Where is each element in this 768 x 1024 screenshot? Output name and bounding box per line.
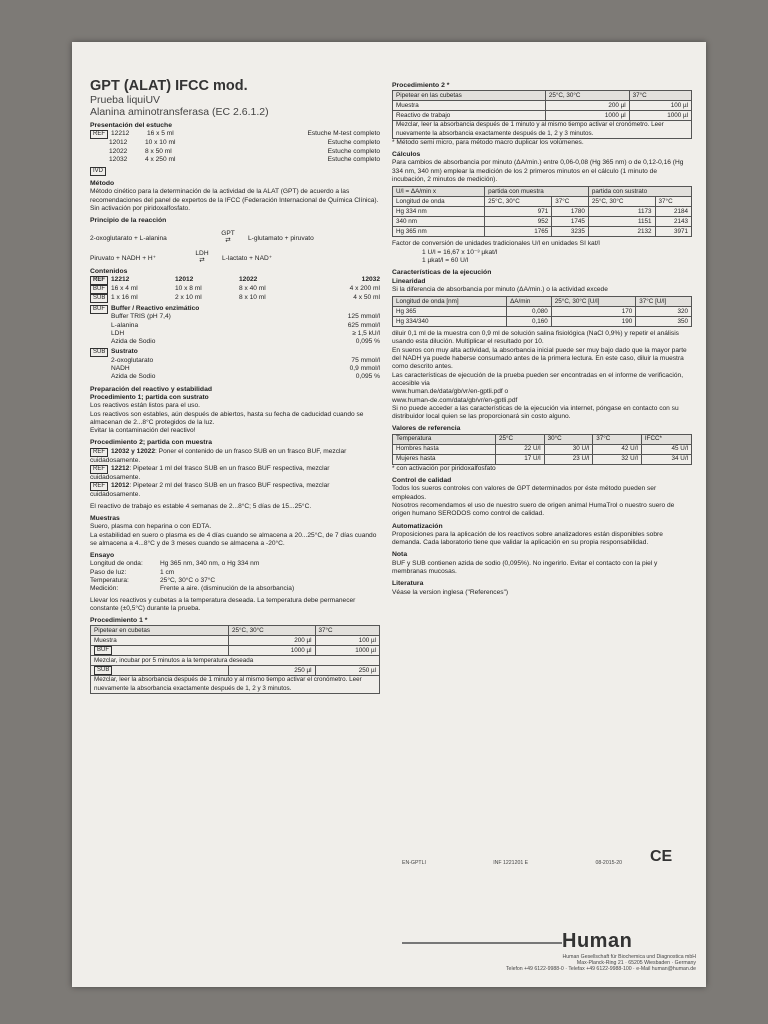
- ejec-p1: diluir 0,1 ml de la muestra con 0,9 ml de solución salina fisiológica (NaCl 0,9%) y repetir el análisis usando esta dilución. Multiplicar el resultado por 10.: [392, 330, 679, 346]
- td: Reactivo de trabajo: [393, 111, 546, 121]
- ingredient-value: 125 mmol/l: [347, 313, 380, 321]
- kit-code: 12012: [109, 139, 128, 147]
- kit-code: 12032: [109, 155, 128, 163]
- col-head: 12022: [239, 275, 258, 283]
- auto-heading: Automatización: [392, 522, 443, 530]
- td: 1000 µl: [545, 111, 629, 121]
- factor-text: Factor de conversión de unidades tradicionales U/l en unidades SI kat/l: [392, 240, 600, 248]
- prep-p3: Evitar la contaminación del reactivo!: [90, 427, 196, 435]
- kit-code: 12022: [109, 147, 128, 155]
- reaction-2-arrow: LDH ⇄: [195, 249, 209, 264]
- cell: 8 x 40 ml: [239, 284, 266, 292]
- td: Hg 365 nm: [393, 227, 485, 237]
- td: 25°C, 30°C: [588, 197, 655, 207]
- factor-1: 1 U/l = 16,67 x 10⁻³ µkat/l: [422, 248, 498, 256]
- ref-box: REF: [90, 465, 108, 474]
- th: ΔA/min: [507, 297, 552, 307]
- td: 250 µl: [229, 666, 316, 676]
- td: 971: [485, 207, 552, 217]
- nota-text: BUF y SUB contienen azida de sodio (0,095%). No ingerirlo. Evitar el contacto con la piel y membranas mucosas.: [392, 559, 658, 575]
- linearidad-heading: Linearidad: [392, 277, 426, 285]
- prep-text: : Poner el contenido de un frasco SUB en un frasco BUF, mezclar cuidadosamente.: [90, 447, 347, 464]
- ensayo-row: [90, 577, 380, 585]
- address-line: Max-Planck-Ring 21 · 65205 Wiesbaden · Germany: [576, 960, 696, 967]
- col-head: 12012: [175, 275, 194, 283]
- contenidos-heading: Contenidos: [90, 267, 128, 275]
- ldh-label: LDH: [195, 249, 209, 257]
- muestras-heading: Muestras: [90, 514, 120, 522]
- reaction-2-right: L-lactato + NAD⁺: [222, 255, 273, 263]
- prep-p4: El reactivo de trabajo es estable 4 semanas de 2...8°C; 5 días de 15...25°C.: [90, 502, 312, 510]
- td: 23 U/l: [544, 454, 593, 464]
- td: 320: [636, 307, 692, 317]
- td: [91, 666, 229, 676]
- ingredient: Buffer TRIS (pH 7,4): [111, 313, 171, 321]
- th: IFCC*: [641, 434, 691, 444]
- kit-row: [90, 148, 380, 156]
- ensayo-val: Hg 365 nm, 340 nm, o Hg 334 nm: [160, 560, 260, 568]
- th: 37°C: [593, 434, 642, 444]
- td: 200 µl: [229, 636, 316, 646]
- proc2-foot: * Método semi micro, para método macro duplicar los volúmenes.: [392, 138, 584, 146]
- ingredient: NADH: [111, 365, 130, 373]
- proc1-heading: Procedimiento 1 *: [90, 617, 148, 625]
- td: 1151: [588, 217, 655, 227]
- linearity-table: [392, 296, 692, 327]
- td: 17 U/l: [496, 454, 545, 464]
- ensayo-val: 1 cm: [160, 568, 175, 576]
- th: Pipetear en cubetas: [91, 626, 229, 636]
- td: 0,160: [507, 317, 552, 327]
- cell: 2 x 10 ml: [175, 293, 202, 301]
- prep-text: : Pipetear 2 ml del frasco SUB en un frasco BUF respectiva, mezclar cuidadosamente.: [90, 482, 330, 499]
- contents-header: [90, 276, 380, 285]
- linearidad-text: Si la diferencia de absorbancia por minuto (ΔA/min.) o la actividad excede: [392, 285, 608, 293]
- kit-desc: Estuche completo: [327, 147, 380, 155]
- ejec-p3: Las características de ejecución de la prueba pueden ser encontradas en el informe de verificación, accesible via: [392, 371, 684, 387]
- prep-item-3: [90, 482, 380, 499]
- doc-code: EN-GPTLI: [402, 860, 426, 866]
- preparacion-heading: Preparación del reactivo y estabilidad: [90, 385, 213, 393]
- th: Temperatura: [393, 434, 496, 444]
- buf-box: BUF: [90, 305, 108, 314]
- td: 1000 µl: [229, 646, 316, 656]
- contents-buf-row: [90, 285, 380, 294]
- sub-title: Sustrato: [111, 348, 138, 356]
- ingredient-value: 0,095 %: [355, 373, 380, 381]
- document-sheet: [72, 42, 706, 987]
- cell: 16 x 4 ml: [111, 284, 138, 292]
- th: Pipetear en las cubetas: [393, 91, 546, 101]
- th: 25°C, 30°C [U/l]: [551, 297, 635, 307]
- reaction-2: [90, 250, 380, 264]
- td: 1765: [485, 227, 552, 237]
- prep-item-1: [90, 448, 380, 465]
- cell: 10 x 8 ml: [175, 284, 202, 292]
- prep-item-2: [90, 465, 380, 482]
- sub-box: SUB: [90, 294, 108, 303]
- doc-subtitle2: Alanina aminotransferasa (EC 2.6.1.2): [90, 106, 269, 118]
- td: 952: [485, 217, 552, 227]
- proc2-heading: Procedimiento 2 *: [392, 82, 450, 89]
- cell: 1 x 16 ml: [111, 293, 138, 301]
- ingredient-value: 0,9 mmol/l: [349, 365, 380, 373]
- sub-box: SUB: [94, 666, 112, 675]
- td: Longitud de onda: [393, 197, 485, 207]
- reaction-1-right: L-glutamato + piruvato: [248, 235, 314, 243]
- reaction-2-left: Piruvato + NADH + H⁺: [90, 255, 157, 263]
- reaction-1-arrow: GPT ⇄: [221, 229, 235, 244]
- url-2[interactable]: www.human-de.com/data/gb/vr/en-gptli.pdf: [392, 396, 518, 404]
- prep-code: 12012: [111, 482, 130, 490]
- col-head: 12212: [111, 275, 130, 283]
- th: 25°C, 30°C: [229, 626, 316, 636]
- td: Muestra: [91, 636, 229, 646]
- ensayo-key: Paso de luz:: [90, 568, 127, 576]
- td: Muestra: [393, 101, 546, 111]
- ensayo-heading: Ensayo: [90, 552, 115, 560]
- buf-box: BUF: [94, 646, 112, 655]
- ensayo-row: [90, 585, 380, 593]
- td: 190: [551, 317, 635, 327]
- ejec-p4: Si no puede acceder a las características de la ejecución via internet, póngase en contacto con su distribuidor local quien se las proporcionará sin costo alguno.: [392, 404, 679, 421]
- td: 100 µl: [629, 101, 691, 111]
- td: 45 U/l: [641, 444, 691, 454]
- presentacion-heading: Presentación del estuche: [90, 122, 172, 129]
- prep-text: : Pipetear 1 ml del frasco SUB en un frasco BUF respectiva, mezclar cuidadosamente.: [90, 465, 330, 482]
- right-column: [392, 82, 692, 597]
- control-p2: Nosotros recomendamos el uso de nuestro suero de origen animal HumaTrol o nuestro suero de origen humano SERODOS como control de calidad.: [392, 501, 675, 518]
- kit-code: 12212: [111, 130, 130, 138]
- kit-row: [90, 139, 380, 147]
- ingredient-value: ≥ 1,5 kU/l: [352, 329, 380, 337]
- ensayo-key: Medición:: [90, 585, 119, 593]
- ref-box: REF: [90, 482, 108, 491]
- ensayo-row: [90, 560, 380, 568]
- metodo-heading: Método: [90, 180, 115, 188]
- td: 1745: [552, 217, 589, 227]
- td: 37°C: [552, 197, 589, 207]
- referencia-foot: * con activación por piridoxalfosfato: [392, 464, 496, 472]
- reaction-1: [90, 230, 380, 244]
- doc-title: GPT (ALAT) IFCC mod.: [90, 78, 248, 94]
- ingredient: Azida de Sodio: [111, 373, 156, 381]
- ref-box: REF: [90, 276, 108, 285]
- td: 25°C, 30°C: [485, 197, 552, 207]
- td: 170: [551, 307, 635, 317]
- th: partida con muestra: [485, 187, 589, 197]
- inf-code: INF 1221201 E: [493, 860, 529, 866]
- kit-row: [90, 156, 380, 164]
- kit-desc: Estuche completo: [327, 155, 380, 163]
- company-address: [432, 954, 696, 973]
- th: 37°C: [315, 626, 379, 636]
- td: Mezclar, leer la absorbancia después de 1 minuto y al mismo tiempo activar el cronómetro. Leer nuevamente la absorbancia exactamente después de 1, 2 y 3 minutos.: [393, 121, 692, 139]
- ivd-box: IVD: [90, 167, 106, 176]
- proc2-prep-heading: Procedimiento 2; partida con muestra: [90, 439, 212, 447]
- gpt-label: GPT: [221, 229, 235, 237]
- cell: 8 x 10 ml: [239, 293, 266, 301]
- th: partida con sustrato: [588, 187, 691, 197]
- buf-block: [90, 305, 380, 346]
- literatura-text: Véase la version inglesa ("References"): [392, 588, 509, 596]
- sub-box: SUB: [90, 348, 108, 357]
- td: [91, 646, 229, 656]
- th: 30°C: [544, 434, 593, 444]
- td: 350: [636, 317, 692, 327]
- th: 25°C, 30°C: [545, 91, 629, 101]
- ingredient-value: 625 mmol/l: [347, 321, 380, 329]
- ingredient: LDH: [111, 329, 125, 337]
- th: Longitud de onda [nm]: [393, 297, 507, 307]
- td: 100 µl: [315, 636, 379, 646]
- td: 2132: [588, 227, 655, 237]
- td: Hg 334 nm: [393, 207, 485, 217]
- kit-desc: Estuche M-test completo: [307, 130, 380, 138]
- nota-heading: Nota: [392, 551, 408, 559]
- td: 1000 µl: [629, 111, 691, 121]
- kit-qty: 16 x 5 ml: [147, 130, 174, 138]
- th: 37°C: [629, 91, 691, 101]
- kit-qty: 4 x 250 ml: [145, 155, 176, 163]
- prep-code: 12212: [111, 465, 130, 473]
- prep-p2: Los reactivos son estables, aún después de abiertos, hasta su fecha de caducidad cuando se almacenan de 2...8°C protegidos de la luz.: [90, 410, 364, 426]
- ejecucion-heading: Características de la ejecución: [392, 269, 492, 277]
- doc-date: 08-2015-20: [595, 860, 622, 866]
- cell: 4 x 50 ml: [353, 293, 380, 301]
- proc1-prep-heading: Procedimiento 1; partida con sustrato: [90, 393, 209, 401]
- prep-code: 12032 y 12022: [111, 447, 156, 455]
- literatura-heading: Literatura: [392, 580, 424, 588]
- td: 250 µl: [315, 666, 379, 676]
- reaction-1-left: 2-oxoglutarato + L-alanina: [90, 235, 167, 243]
- prep-p1: Los reactivos están listos para el uso.: [90, 402, 200, 410]
- th: 37°C [U/l]: [636, 297, 692, 307]
- td: Mezclar, leer la absorbancia después de 1 minuto y al mismo tiempo activar el cronómetro. Leer nuevamente la absorbancia exactamente después de 1, 2 y 3 minutos.: [91, 676, 380, 694]
- ensayo-val: 25°C, 30°C o 37°C: [160, 576, 216, 584]
- td: 340 nm: [393, 217, 485, 227]
- cell: 4 x 200 ml: [349, 284, 380, 292]
- td: 37°C: [655, 197, 691, 207]
- ensayo-key: Longitud de onda:: [90, 560, 143, 568]
- control-heading: Control de calidad: [392, 477, 452, 485]
- calc-table: [392, 186, 692, 237]
- proc1-table: [90, 625, 380, 694]
- ensayo-row: [90, 569, 380, 577]
- ref-box: REF: [90, 130, 108, 139]
- contents-sub-row: [90, 294, 380, 303]
- calculos-heading: Cálculos: [392, 151, 421, 159]
- td: 32 U/l: [593, 454, 642, 464]
- calculos-text: Para cambios de absorbancia por minuto (ΔA/min.) entre 0,06-0,08 (Hg 365 nm) o de 0,12-0,16 (Hg 334 nm, 340 nm) emplear la medición de los 2 primeros minutos en el cálculo (1 minuto de incubación, 2 minutos de medición).: [392, 159, 684, 184]
- referencia-heading: Valores de referencia: [392, 425, 461, 433]
- ingredient: L-alanina: [111, 321, 139, 329]
- reference-table: [392, 434, 692, 465]
- col-head: 12032: [361, 275, 380, 283]
- buf-title: Buffer / Reactivo enzimático: [111, 304, 200, 312]
- td: 42 U/l: [593, 444, 642, 454]
- td: 1173: [588, 207, 655, 217]
- td: 3971: [655, 227, 691, 237]
- ingredient-value: 0,095 %: [355, 338, 380, 346]
- ingredient-value: 75 mmol/l: [351, 356, 380, 364]
- td: Mujeres hasta: [393, 454, 496, 464]
- human-logo: Human: [562, 930, 633, 952]
- logo-swoosh: [402, 942, 562, 944]
- td: 200 µl: [545, 101, 629, 111]
- td: 1780: [552, 207, 589, 217]
- url-1[interactable]: www.human.de/data/gb/vr/en-gptli.pdf o: [392, 388, 509, 396]
- td: Mezclar, incubar por 5 minutos a la temperatura deseada: [91, 656, 380, 666]
- ejec-p2: En sueros con muy alta actividad, la absorbancia inicial puede ser muy bajo dado que la mayor parte del NADH ya puede haberse consumado antes de la primera lectura. En este caso, diluir la muestra como descrito antes.: [392, 346, 687, 371]
- ensayo-key: Temperatura:: [90, 576, 129, 584]
- th: 25°C: [496, 434, 545, 444]
- control-p1: Todos los sueros controles con valores de GPT determinados por éste método pueden ser empleados.: [392, 485, 657, 501]
- metodo-text: Método cinético para la determinación de la actividad de la ALAT (GPT) de acuerdo a las recomendaciones del panel de expertos de la IFCC (Federación Internacional de Química Clínica). Sin activación por piridoxalfosfato.: [90, 188, 379, 213]
- ensayo-val: Frente a aire. (disminución de la absorbancia): [160, 585, 295, 593]
- kit-qty: 8 x 50 ml: [145, 147, 172, 155]
- td: Hg 334/340: [393, 317, 507, 327]
- ce-mark: CE: [650, 848, 673, 865]
- ensayo-text: Llevar los reactivos y cubetas a la temperatura deseada. La temperatura debe permanecer constante (±0,5°C) durante la prueba.: [90, 596, 356, 612]
- address-line: Human Gesellschaft für Biochemica und Diagnostica mbH: [562, 954, 696, 960]
- ingredient: Azida de Sodio: [111, 338, 156, 346]
- auto-text: Proposiciones para la aplicación de los reactivos sobre analizadores están disponibles sobre demanda. Cada laboratorio tiene que validar la aplicación en su propia responsabilidad.: [392, 530, 663, 547]
- td: 2143: [655, 217, 691, 227]
- td: 30 U/l: [544, 444, 593, 454]
- kit-row: [90, 130, 380, 139]
- principio-heading: Principio de la reacción: [90, 217, 167, 225]
- doc-subtitle: Prueba liquiUV: [90, 94, 161, 106]
- sub-block: [90, 348, 380, 381]
- ref-box: REF: [90, 448, 108, 457]
- factor-2: 1 µkat/l = 60 U/l: [422, 256, 469, 264]
- td: 34 U/l: [641, 454, 691, 464]
- address-line: Telefon +49 6122-9988-0 · Telefax +49 6122-9988-100 · e-Mail human@human.de: [505, 966, 696, 973]
- left-column: [90, 78, 380, 694]
- td: 3235: [552, 227, 589, 237]
- muestras-p2: La estabilidad en suero o plasma es de 4 días cuando se almacena a 20...25°C, de 7 días cuando se almacena a 4...8°C y de 3 meses cuando se almacena a -20°C.: [90, 531, 377, 547]
- th: U/l = ΔA/min x: [393, 187, 485, 197]
- td: 0,080: [507, 307, 552, 317]
- buf-box: BUF: [90, 285, 108, 294]
- proc2-table: [392, 90, 692, 139]
- footer-codes: [402, 860, 622, 866]
- td: Hg 365: [393, 307, 507, 317]
- td: 2184: [655, 207, 691, 217]
- td: Hombres hasta: [393, 444, 496, 454]
- td: 1000 µl: [315, 646, 379, 656]
- td: 22 U/l: [496, 444, 545, 454]
- muestras-p1: Suero, plasma con heparina o con EDTA.: [90, 523, 212, 531]
- kit-desc: Estuche completo: [327, 139, 380, 147]
- ingredient: 2-oxoglutarato: [111, 356, 154, 364]
- kit-qty: 10 x 10 ml: [145, 139, 176, 147]
